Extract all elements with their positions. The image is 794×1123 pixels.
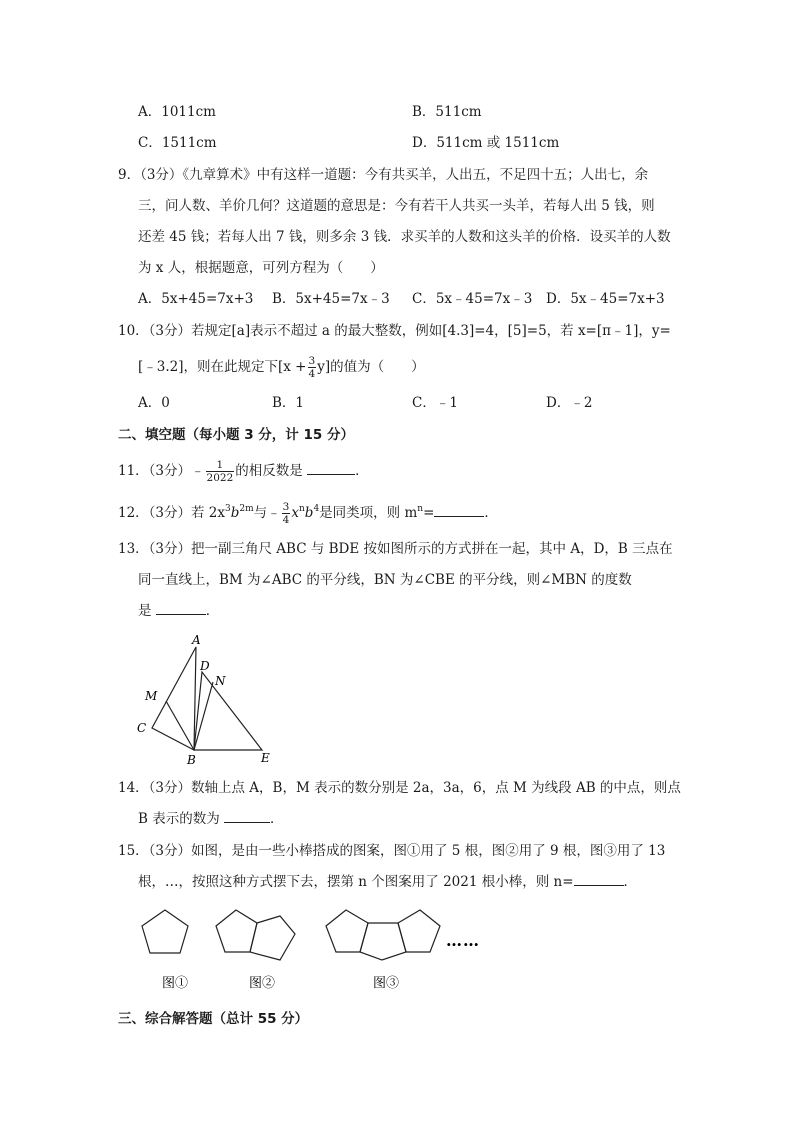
q10-line2-post: y]的值为（ ） — [317, 359, 425, 375]
q13-triangle-figure — [130, 630, 290, 770]
q9-option-d: D．5x﹣45=7x+3 — [546, 291, 665, 307]
pentagon-fig3-right — [398, 910, 440, 952]
q12-pre: 12．（3分）若 2x — [118, 505, 226, 521]
q14-answer-blank[interactable] — [224, 810, 270, 823]
q12-mid6: = — [423, 505, 435, 521]
q11-answer-blank[interactable] — [307, 462, 355, 475]
q10-option-b: B．1 — [272, 395, 305, 411]
label-d: D — [200, 659, 210, 673]
q13-answer-blank[interactable] — [156, 602, 206, 615]
section-2-heading: 二、填空题（每小题 3 分，计 15 分） — [118, 427, 354, 443]
segment-bn — [194, 682, 213, 750]
label-n: N — [215, 674, 226, 688]
q14-line2-text: B 表示的数为 — [138, 811, 220, 827]
q15-line2 — [138, 873, 637, 891]
q12-mid5: 是同类项，则 m — [319, 505, 418, 521]
caption-fig1: 图① — [162, 976, 189, 991]
q11-end: ． — [355, 463, 369, 479]
triangle-abc — [152, 647, 196, 750]
label-e: E — [261, 751, 270, 765]
q9-option-a: A．5x+45=7x+3 — [138, 291, 254, 307]
q12-mid2: 与﹣ — [253, 505, 281, 521]
q15-line1: 15．（3分）如图，是由一些小棒搭成的图案，图①用了 5 根，图②用了 9 根，图③用了 13 — [118, 843, 666, 859]
q10-fraction — [308, 355, 317, 380]
q9-line3: 还差 45 钱；若每人出 7 钱，则多余 3 钱．求买羊的人数和这头羊的价格．设买羊的人数 — [138, 229, 671, 245]
q12-sup4: 4 — [313, 504, 320, 514]
pentagon-fig2-right — [250, 916, 295, 960]
q11-fraction — [206, 459, 235, 484]
section-3-heading: 三、综合解答题（总计 55 分） — [118, 1011, 309, 1027]
triangle-bde — [194, 672, 262, 750]
q13-line1: 13．（3分）把一副三角尺 ABC 与 BDE 按如图所示的方式拼在一起，其中 A，D，B 三点在 — [118, 541, 673, 557]
q10-option-c: C．﹣1 — [412, 395, 458, 411]
q15-line2-text: 根，…，按照这种方式摆下去，摆第 n 个图案用了 2021 根小棒，则 n= — [138, 874, 574, 890]
q11-post: 的相反数是 — [235, 463, 303, 479]
q11-frac-den: 2022 — [206, 472, 234, 484]
q10-line2 — [138, 354, 425, 380]
q9-line4: 为 x 人，根据题意，可列方程为（ ） — [138, 260, 384, 276]
q9-option-b: B．5x+45=7x﹣3 — [272, 291, 390, 307]
q12-b: b — [230, 505, 240, 521]
q9-line2: 三，问人数、羊价几何？这道题的意思是：今有若干人共买一头羊，若每人出 5 钱，则 — [138, 198, 655, 214]
q12-end: ． — [484, 505, 498, 521]
q11 — [118, 458, 369, 484]
q8-option-d: D．511cm 或 1511cm — [412, 135, 560, 151]
q12 — [118, 500, 498, 526]
q8-option-a: A．1011cm — [138, 104, 216, 120]
q11-pre: 11．（3分）﹣ — [118, 463, 205, 479]
q15-ellipsis: …… — [446, 931, 480, 950]
q13-line2: 同一直线上，BM 为∠ABC 的平分线，BN 为∠CBE 的平分线，则∠MBN 的度数 — [138, 572, 632, 588]
q12-fraction — [282, 501, 291, 526]
caption-fig2: 图② — [249, 976, 276, 991]
q12-answer-blank[interactable] — [434, 504, 484, 517]
q12-frac-den: 4 — [282, 514, 290, 526]
q10-frac-num: 3 — [308, 355, 316, 367]
q10-line2-pre: [﹣3.2]，则在此规定下[x + — [138, 359, 307, 375]
q15-pentagon-figure — [130, 900, 500, 1000]
label-c: C — [137, 721, 147, 735]
q13-end: ． — [205, 603, 220, 619]
q14-line1: 14．（3分）数轴上点 A，B，M 表示的数分别是 2a，3a，6，点 M 为线段 AB 的中点，则点 — [118, 780, 681, 796]
label-a: A — [192, 633, 201, 647]
q12-b2: b — [304, 505, 314, 521]
q15-end: ． — [623, 874, 638, 890]
pentagon-fig2-left — [216, 910, 257, 952]
q12-x: x — [291, 505, 299, 521]
caption-fig3: 图③ — [373, 976, 400, 991]
q10-frac-den: 4 — [308, 368, 316, 380]
q12-sup1: 3 — [225, 504, 231, 514]
q13-line3-text: 是 — [138, 603, 152, 619]
q15-answer-blank[interactable] — [574, 873, 624, 886]
q9-option-c: C．5x﹣45=7x﹣3 — [412, 291, 533, 307]
q12-sup3: n — [298, 504, 305, 514]
q10-option-a: A．0 — [138, 395, 170, 411]
q10-option-d: D．﹣2 — [546, 395, 593, 411]
q12-frac-num: 3 — [282, 501, 290, 513]
q13-line3 — [138, 602, 219, 620]
label-m: M — [145, 689, 158, 703]
q8-option-b: B．511cm — [412, 104, 482, 120]
q12-sup2: 2m — [239, 504, 254, 514]
pentagon-fig1 — [142, 910, 188, 953]
q8-option-c: C．1511cm — [138, 135, 217, 151]
q10-line1: 10．（3分）若规定[a]表示不超过 a 的最大整数，例如[4.3]=4，[5]=5，若 x=[π﹣1]，y= — [118, 323, 671, 339]
label-b: B — [187, 753, 196, 767]
q12-sup5: n — [417, 504, 424, 514]
q14-line2 — [138, 810, 284, 828]
q11-frac-num: 1 — [206, 459, 235, 472]
q14-end: ． — [270, 811, 284, 827]
q9-line1: 9．（3分）《九章算术》中有这样一道题：今有共买羊，人出五，不足四十五；人出七，余 — [118, 167, 649, 183]
